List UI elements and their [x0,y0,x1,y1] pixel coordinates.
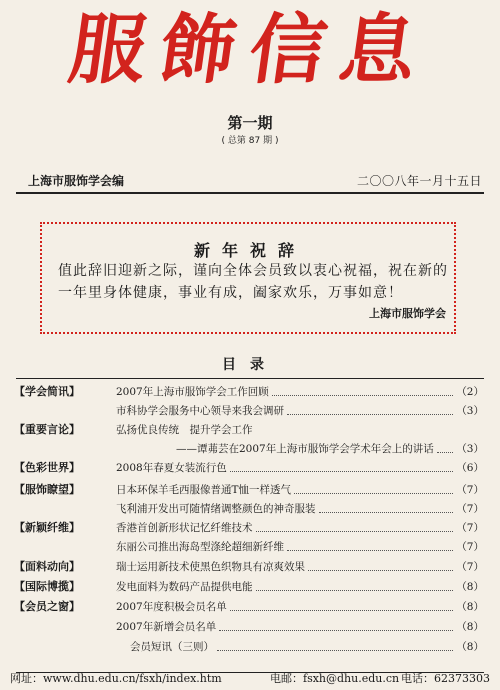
toc-entry-page: （8） [456,601,484,613]
toc-entry[interactable] [116,521,484,535]
footer-email[interactable]: 电邮：fsxh@dhu.edu.cn [270,672,400,685]
toc-entry-title: 瑞士运用新技术使黑色织物具有凉爽效果 [116,561,305,573]
toc-leader [294,492,453,494]
toc-entry-page: （7） [456,503,484,515]
toc-entry[interactable] [116,580,484,594]
toc-entry-page: （3） [456,443,484,455]
toc-entry[interactable] [116,502,484,516]
toc-entry[interactable] [116,423,484,437]
toc-entry-title: 市科协学会服务中心领导来我会调研 [116,405,284,417]
toc-entry[interactable] [116,560,484,574]
toc-entry-page: （8） [456,621,484,633]
toc-entry-title: 会员短讯（三则） [130,641,214,653]
footer-phone: 电话：62373303 [401,672,490,685]
greeting-title: 新年祝辞 [193,241,306,260]
toc-leader [230,470,454,472]
toc-leader [319,511,454,513]
toc-entry[interactable] [116,620,484,634]
toc-entry-page: （7） [456,561,484,573]
toc-entry-page: （8） [456,641,484,653]
toc-entry[interactable] [116,461,484,475]
toc-rule [16,378,484,379]
toc-category-label: 【重要言论】 [14,423,80,436]
toc-category-label: 【面料动向】 [14,560,80,573]
toc-leader [287,413,453,415]
toc-entry-page: （7） [456,484,484,496]
toc-entry-title: 2007年新增会员名单 [116,621,217,633]
greeting-signature: 上海市服饰学会 [369,307,446,320]
publisher: 上海市服饰学会编 [28,174,125,188]
toc-entry-title: 弘扬优良传统 提升学会工作 [116,424,253,436]
toc-entry-page: （3） [456,405,484,417]
toc-category-label: 【学会简讯】 [14,385,80,398]
toc-entry-title: 东丽公司推出海岛型涤纶超细新纤维 [116,541,284,553]
issue-number: 第一期 [227,114,273,132]
toc-category-label: 【服饰瞭望】 [14,483,80,496]
header-rule [16,192,484,194]
toc-entry[interactable] [116,385,484,399]
toc-entry-page: （8） [456,581,484,593]
toc-entry-title: 2007年上海市服饰学会工作回顾 [116,386,269,398]
toc-entry-page: （7） [456,522,484,534]
toc-entry[interactable] [130,640,484,654]
toc-entry-title: 日本环保羊毛西服像普通T恤一样透气 [116,484,292,496]
footer-website[interactable]: 网址：www.dhu.edu.cn/fsxh/index.htm [10,672,222,685]
toc-leader [256,530,454,532]
toc-category-label: 【新颖纤维】 [14,521,80,534]
toc-leader [230,609,454,611]
toc-category-label: 【国际博揽】 [14,580,80,593]
toc-leader [256,589,454,591]
toc-entry[interactable] [116,540,484,554]
toc-entry-title: 香港首创新形状记忆纤维技术 [116,522,253,534]
toc-entry[interactable] [176,442,484,456]
toc-entry[interactable] [116,404,484,418]
toc-leader [219,629,453,631]
toc-category-label: 【色彩世界】 [14,461,80,474]
publication-date: 二〇〇八年一月十五日 [356,174,482,188]
toc-category-label: 【会员之窗】 [14,600,80,613]
toc-entry-title: 2007年度积极会员名单 [116,601,227,613]
toc-leader [308,569,453,571]
masthead-title: 服飾信息 [63,5,437,94]
toc-entry-page: （2） [456,386,484,398]
toc-entry[interactable] [116,483,484,497]
toc-title: 目录 [222,357,278,373]
toc-entry-title: 发电面料为数码产品提供电能 [116,581,253,593]
toc-entry-title: ——谭茀芸在2007年上海市服饰学会学术年会上的讲话 [176,443,434,455]
issue-total: ( 总第 87 期 ) [221,136,279,146]
toc-leader [287,549,453,551]
toc-leader [217,649,453,651]
toc-entry-page: （6） [456,462,484,474]
toc-leader [272,394,454,396]
toc-entry-title: 2008年春夏女装流行色 [116,462,227,474]
toc-entry[interactable] [116,600,484,614]
toc-entry-page: （7） [456,541,484,553]
greeting-body: 值此辞旧迎新之际，谨向全体会员致以衷心祝福，祝在新的一年里身体健康，事业有成，阖家欢乐，万事如意！ [58,263,448,301]
toc-entry-title: 飞利浦开发出可随情绪调整颜色的神奇服装 [116,503,316,515]
toc-leader [437,451,454,453]
